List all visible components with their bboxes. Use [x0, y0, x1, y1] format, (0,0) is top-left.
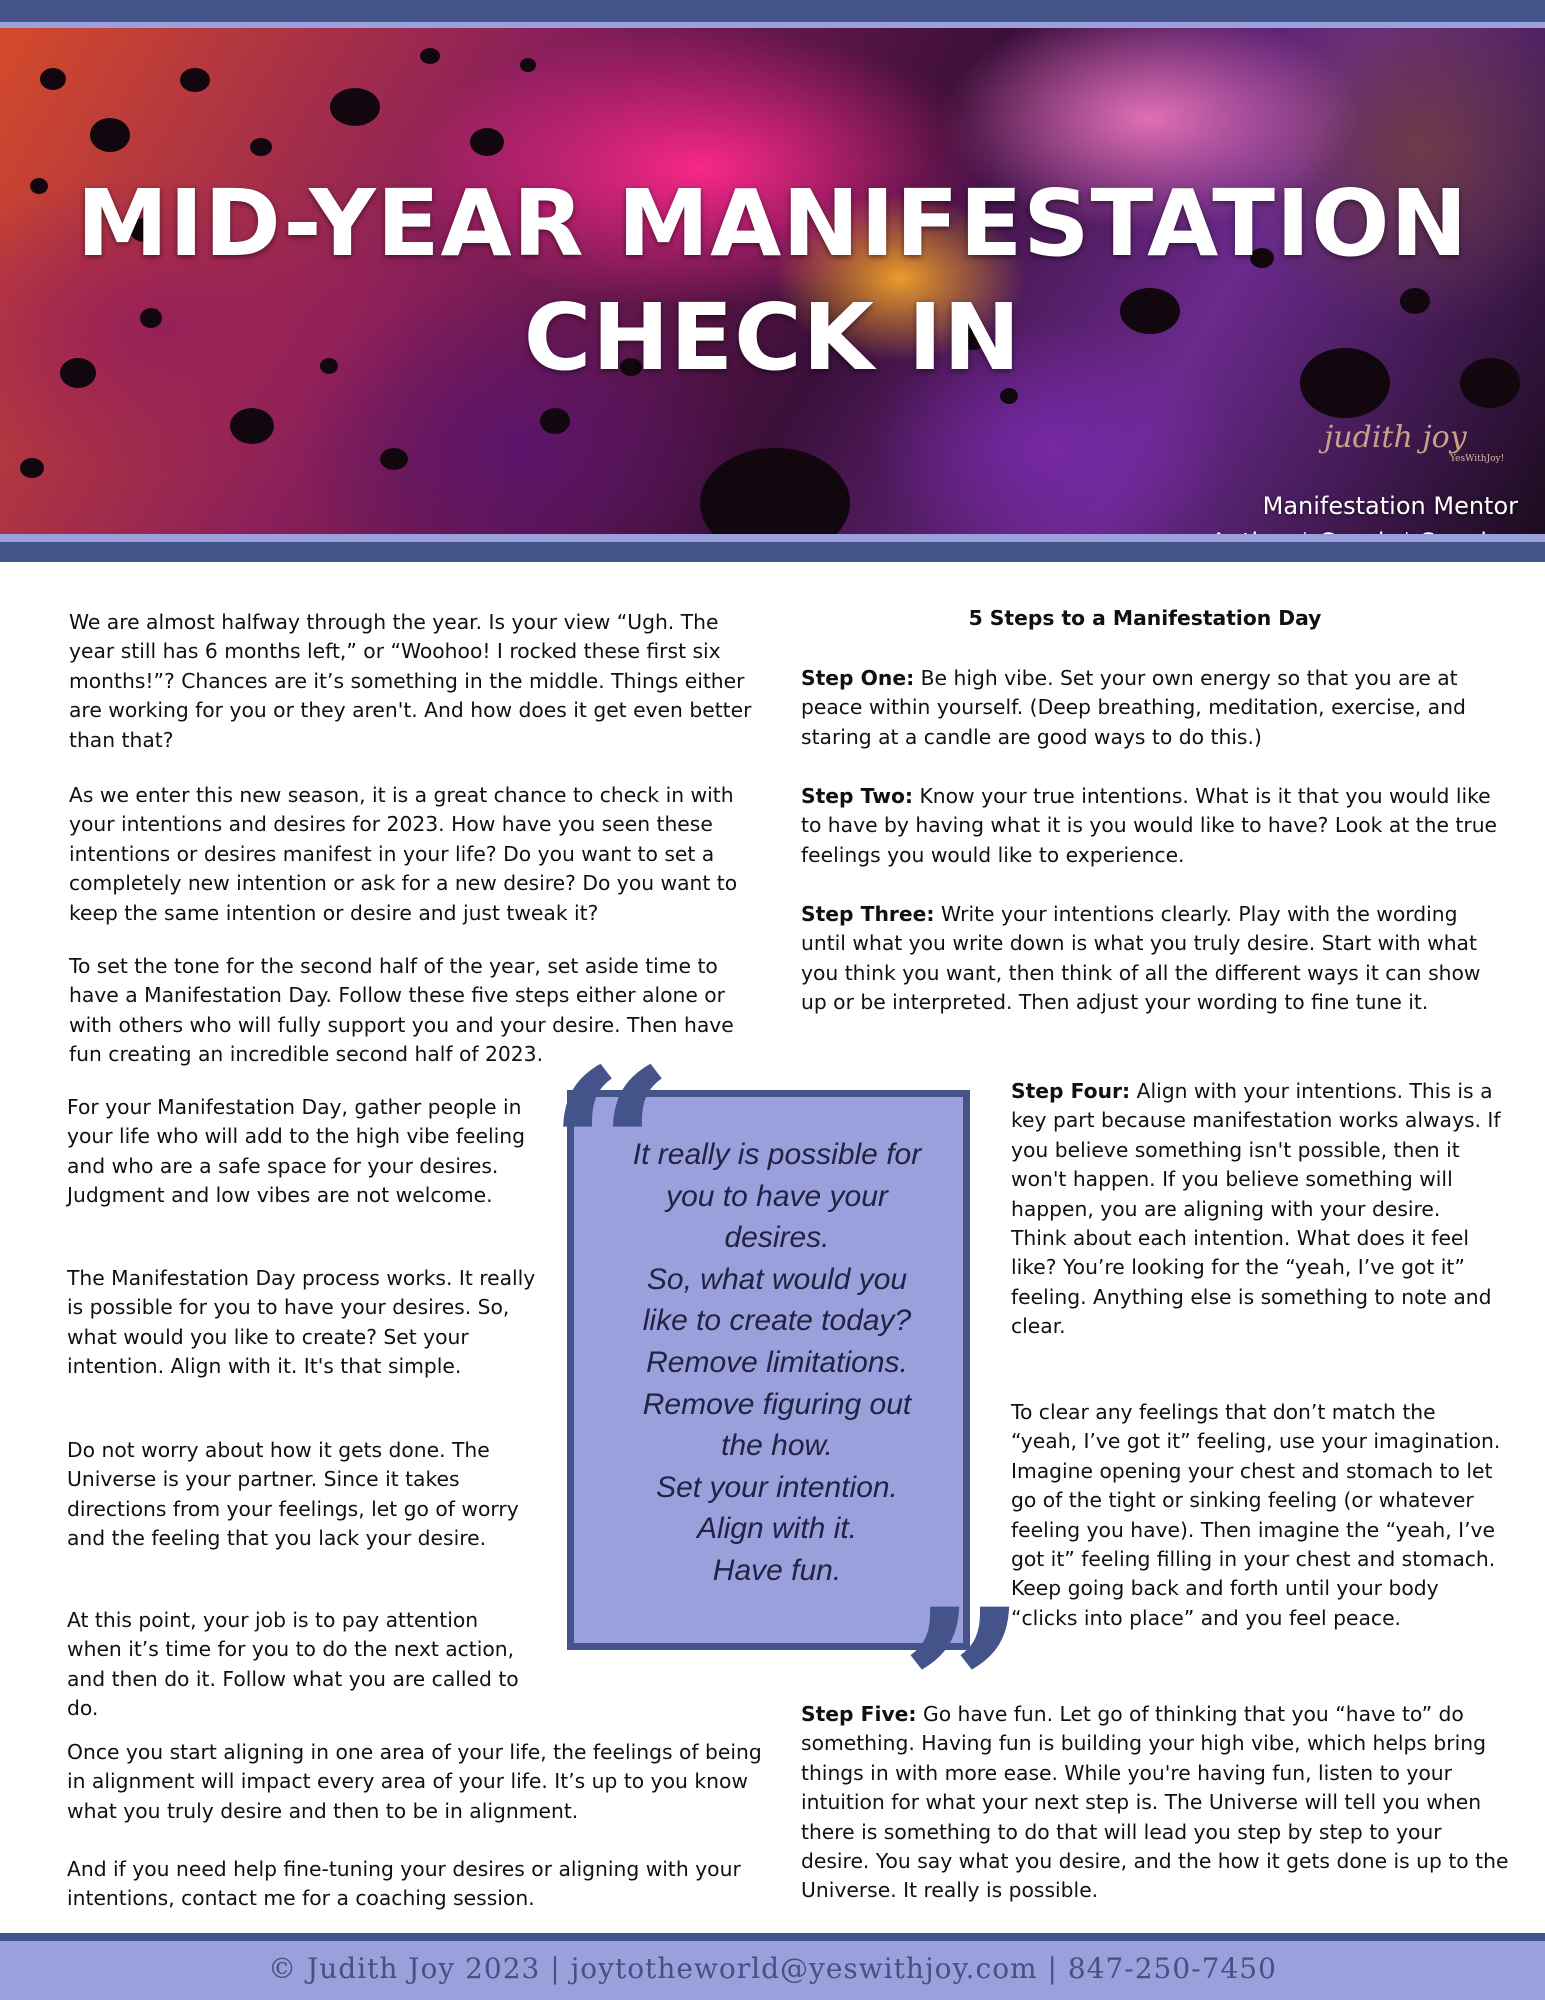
step-five-label: Step Five: — [801, 1702, 917, 1726]
step-four-label: Step Four: — [1011, 1079, 1131, 1103]
step-two-text: Know your true intentions. What is it that you would like to have by having what it is you would like to have? Look at the true feelings you would like to experience. — [801, 784, 1498, 867]
step-five-text: Go have fun. Let go of thinking that you “have to” do something. Having fun is building your high vibe, which helps bring things in with more ease. While you're having fun, listen to your intuition for what your next step is. The Universe will tell you when there is something to do that will lead you step by step to your desire. You say what you desire, and the how it gets done is up to the Universe. It really is possible. — [801, 1702, 1509, 1903]
header-bottom-stripe — [0, 542, 1545, 562]
pull-quote — [567, 1134, 987, 1592]
process-paragraph: The Manifestation Day process works. It really is possible for you to have your desires. So, what would you like to create? Set your intention. Align with it. It's that simple. — [67, 1266, 536, 1379]
tone-paragraph: To set the tone for the second half of the year, set aside time to have a Manifestation Day. Follow these five steps either alone or with others who will fully support you and your desire. Then have fun creating an incredible second half of 2023. — [69, 954, 734, 1067]
footer-contact: © Judith Joy 2023 | joytotheworld@yeswithjoy.com | 847-250-7450 — [0, 1941, 1545, 2000]
logo-tagline: YesWithJoy! — [1450, 454, 1505, 464]
footer-stripe — [0, 1933, 1545, 1941]
quote-line: It really is possible for — [632, 1138, 922, 1171]
quote-line: Align with it. — [696, 1512, 858, 1546]
steps-heading: 5 Steps to a Manifestation Day — [968, 606, 1322, 630]
quote-line: Set your intention. — [656, 1470, 898, 1504]
step-three — [801, 900, 1501, 1018]
attention-paragraph: At this point, your job is to pay attention when it’s time for you to do the next action, and then do it. Follow what you are called to do. — [67, 1608, 519, 1721]
gather-paragraph: For your Manifestation Day, gather people in your life who will add to the high vibe feeling and who are a safe space for your desires. Judgment and low vibes are not welcome. — [67, 1095, 525, 1208]
quote-line: Remove limitations. — [646, 1345, 908, 1379]
step-four — [1011, 1077, 1501, 1342]
step-three-text: Write your intentions clearly. Play with the wording until what you write down is what you truly desire. Start with what you think you want, then think of all the different ways it can show up or be interpreted. Then adjust your wording to fine tune it. — [801, 902, 1481, 1015]
quote-line: So, what would you — [646, 1262, 908, 1296]
open-quote-icon: “ — [548, 1020, 675, 1279]
header-bottom-stripe-accent — [0, 534, 1545, 542]
top-stripe — [0, 0, 1545, 22]
quote-line: Have fun. — [712, 1553, 842, 1587]
step-four-clearing: To clear any feelings that don’t match the “yeah, I’ve got it” feeling, use your imagination. Imagine opening your chest and stomach to let go of the tight or sinking feeling (or whatever feeling you have). Then imagine the “yeah, I’ve got it” feeling filling in your chest and stomach. Keep going back and forth until your body “clicks into place” and you feel peace. — [1011, 1400, 1501, 1630]
quote-line: the how. — [721, 1429, 833, 1463]
step-one-label: Step One: — [801, 666, 915, 690]
judith-joy-logo — [1310, 398, 1510, 478]
quote-line: desires. — [724, 1221, 830, 1255]
step-one-text: Be high vibe. Set your own energy so that you are at peace within yourself. (Deep breathing, meditation, exercise, and staring at a candle are good ways to do this.) — [801, 666, 1466, 749]
quote-line: like to create today? — [642, 1304, 912, 1338]
intro-paragraph: We are almost halfway through the year. Is your view “Ugh. The year still has 6 months left,” or “Woohoo! I rocked these first six months!”? Chances are it’s something in the middle. Things either are working for you or they aren't. And how does it get even better than that? — [69, 610, 752, 752]
step-one — [801, 664, 1501, 752]
step-two-label: Step Two: — [801, 784, 914, 808]
step-four-text: Align with your intentions. This is a key part because manifestation works always. If you believe something isn't possible, then it won't happen. If you believe something will happen, you are aligning with your desire. Think about each intention. What does it feel like? You’re looking for the “yeah, I’ve got it” feeling. Anything else is something to note and clear. — [1011, 1079, 1501, 1339]
season-paragraph: As we enter this new season, it is a great chance to check in with your intentions and desires for 2023. How have you seen these intentions or desires manifest in your life? Do you want to set a completely new intention or ask for a new desire? Do you want to keep the same intention or desire and just tweak it? — [69, 783, 738, 925]
worry-paragraph: Do not worry about how it gets done. The Universe is your partner. Since it takes directions from your feelings, let go of worry and the feeling that you lack your desire. — [67, 1438, 519, 1551]
page-title-line-1: MID-YEAR MANIFESTATION — [76, 170, 1469, 277]
coaching-paragraph: And if you need help fine-tuning your desires or aligning with your intentions, contact me for a coaching session. — [67, 1857, 741, 1911]
step-two — [801, 782, 1501, 870]
quote-line: you to have your — [666, 1179, 888, 1213]
role-line-1: Manifestation Mentor — [1262, 492, 1518, 520]
logo-script: judith joy — [1324, 420, 1467, 455]
quote-line: Remove figuring out — [642, 1387, 912, 1421]
close-quote-icon: ” — [900, 1560, 1027, 1819]
page-title-line-2: CHECK IN — [523, 284, 1022, 391]
hero-banner — [0, 28, 1545, 534]
alignment-paragraph: Once you start aligning in one area of your life, the feelings of being in alignment will impact every area of your life. It’s up to you know what you truly desire and then to be in alignment. — [67, 1740, 762, 1823]
step-three-label: Step Three: — [801, 902, 935, 926]
